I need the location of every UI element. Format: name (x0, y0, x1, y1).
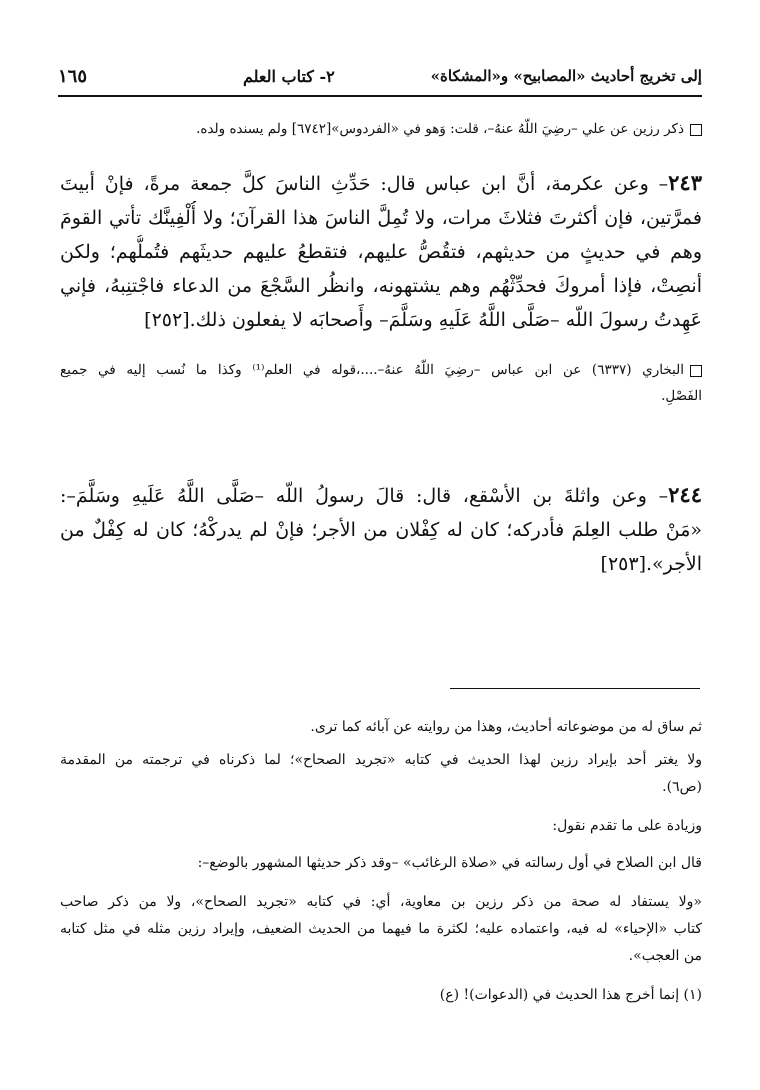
footnote-line: «ولا يستفاد له صحة من ذكر رزين بن معاوية، أي: في كتابه «تجريد الصحاح»، ولا من ذكر صاحب (60, 894, 702, 910)
footnotes (60, 714, 702, 1009)
top-note-text: ذكر رزين عن علي –رضِيَ اللّهُ عنهُ–، قلت: وَهو في «الفردوس»[٦٧٤٢] ولم يسنده ولده. (196, 121, 684, 137)
hadith-line: عَهِدتُ رسولَ اللّه –صَلَّى اللَّهُ عَلَيهِ وسَلَّمَ– وأَصحابَه لا يفعلون ذلك.[٢٥٢] (144, 309, 702, 331)
footnote-line: قال ابن الصلاح في أول رسالته في «صلاة الرغائب» –وقد ذكر حديثها المشهور بالوضع–: (197, 855, 702, 871)
hadith-line: – وعن واثلةَ بن الأسْقع، قال: قالَ رسولُ اللّه –صَلَّى اللَّهُ عَلَيهِ وسَلَّمَ–: (60, 485, 669, 507)
running-header (58, 62, 702, 90)
hadith-line: الأجر».[٢٥٣] (600, 553, 702, 575)
note-line: البخاري (٦٣٣٧) عن ابن عباس –رضِيَ اللّهُ عنهُ–....،قوله في العلم⁽¹⁾ وكذا ما نُسب إليه في جميع (60, 362, 684, 378)
chapter-title: ٢- كتاب العلم (242, 66, 335, 86)
square-bullet-icon (690, 124, 702, 136)
hadith-line: فمرَّتين، فإن أكثرتَ فثلاثَ مرات، ولا تُمِلَّ الناسَ هذا القرآنَ؛ ولا أُلْفِينَّك تأتي القومَ (60, 207, 702, 229)
hadith-line: – وعن عكرمة، أنَّ ابن عباس قال: حَدِّثِ الناسَ كلَّ جمعة مرةً، فإنْ أبيتَ (60, 173, 669, 195)
footnote-line: ثم ساق له من موضوعاته أحاديث، وهذا من روايته عن آبائه كما ترى. (310, 719, 702, 735)
square-bullet-icon (690, 365, 702, 377)
top-note (60, 116, 702, 142)
footnote-line: (ص٦). (662, 779, 702, 795)
hadith-line: أنصِتْ، فإذا أمروكَ فحدِّثْهُم وهم يشتهونه، وانظُر السَّجْعَ من الدعاء فاجْتنِبهُ، فإني (60, 275, 702, 297)
hadith-243 (60, 166, 702, 337)
footnote-1: (١) إنما أخرج هذا الحديث في (الدعوات)! (ع) (439, 987, 702, 1003)
book-title: إلى تخريج أحاديث «المصابيح» و«المشكاة» (430, 67, 702, 85)
footnote-line: ولا يغتر أحد بإيراد رزين لهذا الحديث في كتابه «تجريد الصحاح»؛ لما ذكرناه في ترجمته من المقدمة (60, 752, 702, 768)
footnote-line: وزيادة على ما تقدم نقول: (552, 818, 702, 834)
page-number: ١٦٥ (58, 65, 88, 87)
hadith-line: «مَنْ طلب العِلمَ فأدركه؛ كان له كِفْلان من الأجر؛ فإنْ لم يدركْهُ؛ كان له كِفْلٌ من (60, 519, 702, 541)
hadith-244 (60, 478, 702, 581)
footnote-line: من العجب». (628, 948, 702, 964)
note-line: الفَصْلِ. (661, 388, 702, 404)
hadith-line: وهم في حديثٍ من حديثهم، فتقُصُّ عليهم، فتقطعُ عليهم حديثَهم فتُملُّهم؛ ولكن (60, 241, 702, 263)
footnote-line: كتاب «الإحياء» له فيه، واعتماده عليه؛ لكثرة ما فيهما من الحديث الضعيف، وإيراد رزين مثله في مثل كتابه (60, 921, 702, 937)
hadith-number: ٢٤٣ (668, 170, 702, 195)
header-rule (58, 95, 702, 97)
hadith-number: ٢٤٤ (668, 482, 702, 507)
footnote-divider (450, 688, 700, 689)
hadith-243-note (60, 357, 702, 409)
